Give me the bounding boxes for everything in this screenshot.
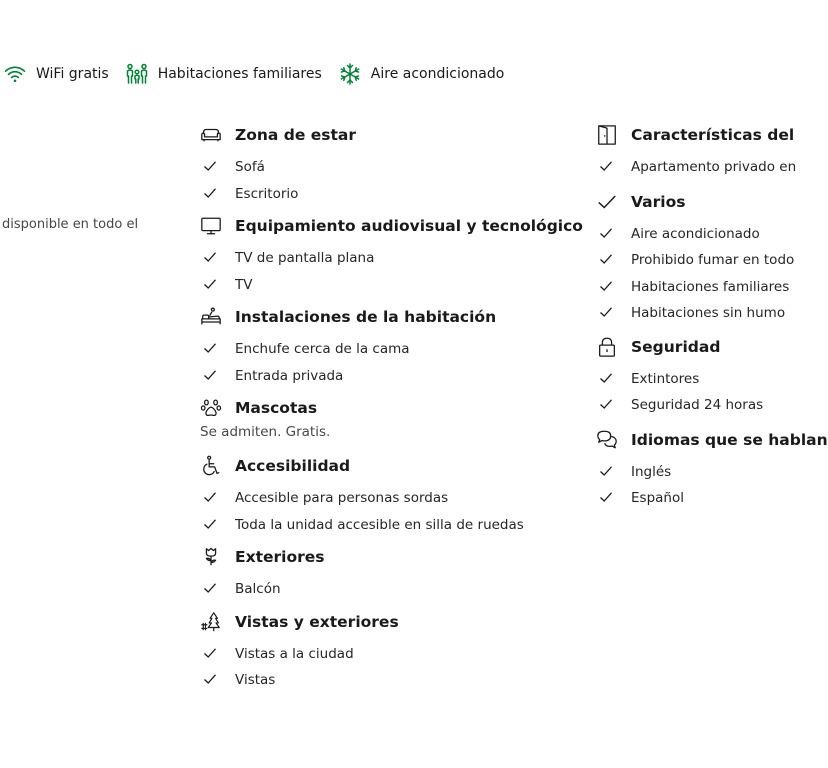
item-label: TV	[235, 276, 253, 293]
item-label: Balcón	[235, 581, 281, 598]
check-icon	[200, 341, 220, 357]
item-label: Toda la unidad accesible en silla de ruedas	[235, 516, 524, 533]
check-icon	[596, 464, 616, 480]
wifi-icon	[3, 62, 27, 86]
section-languages	[596, 429, 828, 512]
item-label: Enchufe cerca de la cama	[235, 341, 410, 358]
item-label: Aire acondicionado	[631, 225, 760, 242]
amenity-air-conditioning	[338, 62, 505, 86]
check-icon	[596, 305, 616, 321]
item-label: Habitaciones sin humo	[631, 305, 786, 322]
item-label: Accesible para personas sordas	[235, 490, 449, 507]
section-title: Exteriores	[235, 548, 325, 566]
section-media-technology	[200, 215, 590, 298]
section-miscellaneous	[596, 191, 796, 327]
speech-bubbles-icon	[596, 429, 620, 451]
check-icon	[596, 397, 616, 413]
section-title: Accesibilidad	[235, 457, 351, 475]
item-label: Prohibido fumar en todo	[631, 252, 795, 269]
monitor-icon	[200, 215, 224, 237]
list-item	[200, 485, 590, 512]
lock-icon	[596, 336, 620, 358]
section-title: Instalaciones de la habitación	[235, 308, 497, 326]
bed-icon	[200, 306, 224, 328]
pets-note: Se admiten. Gratis.	[200, 424, 331, 440]
check-icon	[596, 252, 616, 268]
section-title: Equipamiento audiovisual y tecnológico	[235, 217, 583, 235]
list-item	[596, 221, 796, 248]
section-title: Seguridad	[631, 337, 721, 356]
section-room-facilities	[200, 306, 590, 389]
left-column-fragment-text: disponible en todo el	[2, 217, 139, 232]
item-label: Seguridad 24 horas	[631, 397, 764, 414]
list-item	[200, 363, 590, 390]
check-icon	[200, 186, 220, 202]
check-icon	[200, 517, 220, 533]
list-item	[596, 485, 796, 512]
popular-amenities-bar	[3, 62, 520, 86]
amenity-wifi	[3, 62, 109, 86]
list-item	[200, 667, 590, 694]
section-safety	[596, 336, 796, 419]
check-icon	[200, 368, 220, 384]
list-item	[596, 274, 796, 301]
list-item	[200, 272, 590, 299]
section-building-features	[596, 124, 796, 181]
list-item	[200, 245, 590, 272]
check-icon	[200, 159, 220, 175]
door-icon	[596, 124, 620, 146]
check-icon	[200, 581, 220, 597]
check-icon	[200, 250, 220, 266]
item-label: Español	[631, 490, 684, 507]
item-label: Habitaciones familiares	[631, 278, 790, 295]
amenity-label: Habitaciones familiares	[157, 66, 322, 82]
amenity-family-rooms	[125, 62, 322, 86]
list-item	[200, 336, 590, 363]
section-title: Varios	[631, 192, 686, 211]
check-icon	[200, 277, 220, 293]
section-title: Mascotas	[235, 399, 318, 417]
list-item	[596, 154, 796, 181]
list-item	[200, 512, 590, 539]
section-title: Características del	[631, 126, 795, 144]
flower-icon	[200, 546, 224, 568]
section-pets	[200, 397, 590, 443]
item-label: Apartamento privado en	[631, 159, 797, 176]
item-label: TV de pantalla plana	[235, 250, 375, 267]
item-label: Vistas	[235, 672, 276, 689]
paw-icon	[200, 397, 224, 419]
list-item	[200, 181, 590, 208]
family-rooms-icon	[125, 62, 149, 86]
list-item	[596, 459, 796, 486]
check-icon	[596, 226, 616, 242]
section-title: Vistas y exteriores	[235, 612, 399, 631]
check-icon	[596, 279, 616, 295]
list-item	[596, 247, 796, 274]
list-item	[200, 154, 590, 181]
item-label: Inglés	[631, 463, 672, 480]
section-accessibility	[200, 455, 590, 538]
item-label: Entrada privada	[235, 367, 344, 384]
list-item	[596, 300, 796, 327]
check-icon	[596, 191, 620, 213]
sofa-icon	[200, 124, 224, 146]
check-icon	[200, 646, 220, 662]
item-label: Sofá	[235, 159, 265, 176]
list-item	[596, 392, 796, 419]
amenity-label: WiFi gratis	[36, 66, 109, 82]
section-outdoors	[200, 546, 590, 603]
item-label: Extintores	[631, 370, 700, 387]
check-icon	[596, 159, 616, 175]
item-label: Vistas a la ciudad	[235, 645, 354, 662]
item-label: Escritorio	[235, 185, 299, 202]
check-icon	[200, 490, 220, 506]
section-views	[200, 611, 590, 694]
section-title: Idiomas que se hablan	[631, 430, 828, 449]
list-item	[200, 576, 590, 603]
snowflake-icon	[338, 62, 362, 86]
facilities-column-b	[596, 124, 828, 512]
wheelchair-icon	[200, 455, 224, 477]
check-icon	[200, 672, 220, 688]
section-title: Zona de estar	[235, 126, 357, 144]
check-icon	[596, 490, 616, 506]
list-item	[200, 641, 590, 668]
tree-view-icon	[200, 611, 224, 633]
check-icon	[596, 371, 616, 387]
facilities-column-a	[200, 124, 590, 694]
amenity-label: Aire acondicionado	[370, 66, 505, 82]
section-living-area	[200, 124, 590, 207]
list-item	[596, 366, 796, 393]
